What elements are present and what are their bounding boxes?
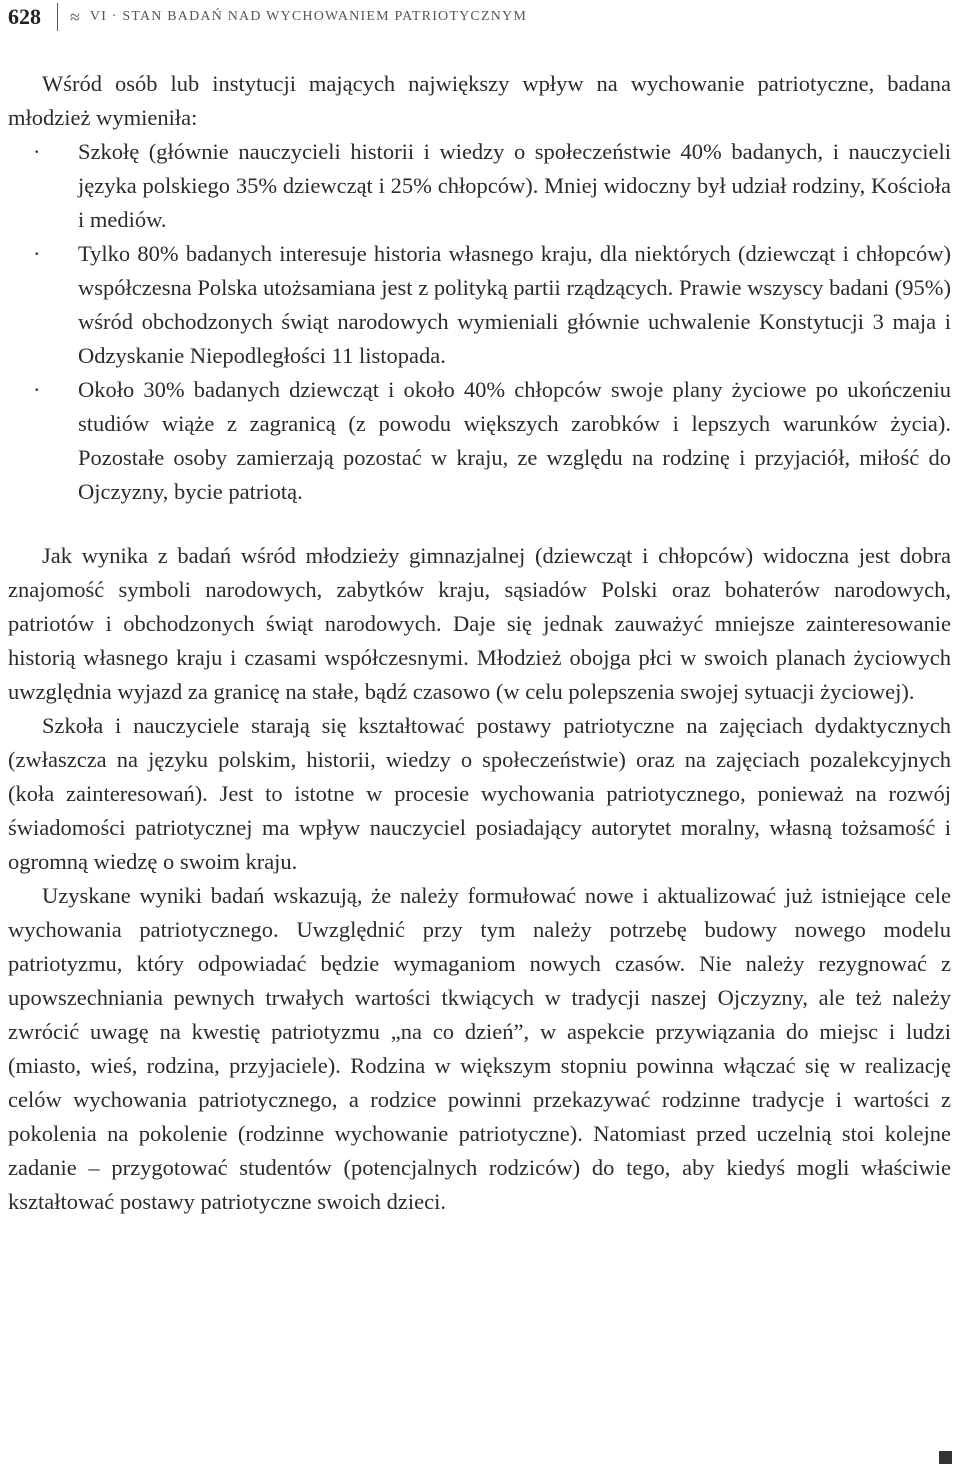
intro-paragraph: Wśród osób lub instytucji mających największy wpływ na wychowanie patriotyczne, badana młodzież wymieniła: [8,71,951,130]
list-item: · Około 30% badanych dziewcząt i około 40% chłopców swoje plany życiowe po ukończeniu studiów wiąże z zagranicą (z powodu większych zarobków i lepszych warunków życia). Pozostałe osoby zamierzają pozostać w kraju, ze względu na rodzinę i przyjaciół, miłość do Ojczyzny, bycie patriotą. [78,373,951,509]
page-body [8,67,951,1219]
wave-ornament-icon: ≈ [70,6,80,27]
body-paragraph: Jak wynika z badań wśród młodzieży gimnazjalnej (dziewcząt i chłopców) widoczna jest dobra znajomość symboli narodowych, zabytków kraju, sąsiadów Polski oraz bohaterów narodowych, patriotów i obchodzonych świąt narodowych. Daje się jednak zauważyć mniejsze zainteresowanie historią własnego kraju i czasami współczesnymi. Młodzież obojga płci w swoich planach życiowych uwzględnia wyjazd za granicę na stałe, bądź czasowo (w celu polepszenia swojej sytuacji życiowej). [8,543,951,704]
body-paragraph: Szkoła i nauczyciele starają się kształtować postawy patriotyczne na zajęciach dydaktycznych (zwłaszcza na języku polskim, historii, wiedzy o społeczeństwie) oraz na zajęciach pozalekcyjnych (koła zainteresowań). Jest to istotne w procesie wychowania patriotycznego, ponieważ na rozwój świadomości patriotycznej ma wpływ nauczyciel posiadający autorytet moralny, własną tożsamość i ogromną wiedzę o swoim kraju. [8,713,951,874]
findings-list [8,135,951,509]
page-number: 628 [8,3,58,31]
page-header [8,2,948,32]
body-paragraph: Uzyskane wyniki badań wskazują, że należy formułować nowe i aktualizować już istniejące cele wychowania patriotycznego. Uwzględnić przy tym należy potrzebę budowy nowego modelu patriotyzmu, który odpowiadać będzie wymaganiom nowych czasów. Nie należy rezygnować z upowszechniania pewnych trwałych wartości tkwiących w tradycji naszej Ojczyzny, ale też należy zwrócić uwagę na kwestię patriotyzmu „na co dzień”, w aspekcie przywiązania do miejsc i ludzi (miasto, wieś, rodzina, przyjaciele). Rodzina w większym stopniu powinna włączać się w realizację celów wychowania patriotycznego, a rodzice powinni przekazywać rodzinne tradycje i wartości z pokolenia na pokolenie (rodzinne wychowanie patriotyczne). Natomiast przed uczelnią stoi kolejne zadanie – przygotować studentów (potencjalnych rodziców) do tego, aby kiedyś mogli właściwie kształtować postawy patriotyczne swoich dzieci. [8,883,951,1214]
list-item: · Tylko 80% badanych interesuje historia własnego kraju, dla niektórych (dziewcząt i chłopców) współczesna Polska utożsamiana jest z polityką partii rządzących. Prawie wszyscy badani (95%) wśród obchodzonych świąt narodowych wymieniali głównie uchwalenie Konstytucji 3 maja i Odzyskanie Niepodległości 11 listopada. [78,237,951,373]
running-title: VI · STAN BADAŃ NAD WYCHOWANIEM PATRIOTYCZNYM [89,9,527,24]
list-item: · Szkołę (głównie nauczycieli historii i wiedzy o społeczeństwie 40% badanych, i nauczycieli języka polskiego 35% dziewcząt i 25% chłopców). Mniej widoczny był udział rodziny, Kościoła i mediów. [78,135,951,237]
end-of-chapter-square-icon [939,1451,952,1464]
section-gap [8,509,951,539]
